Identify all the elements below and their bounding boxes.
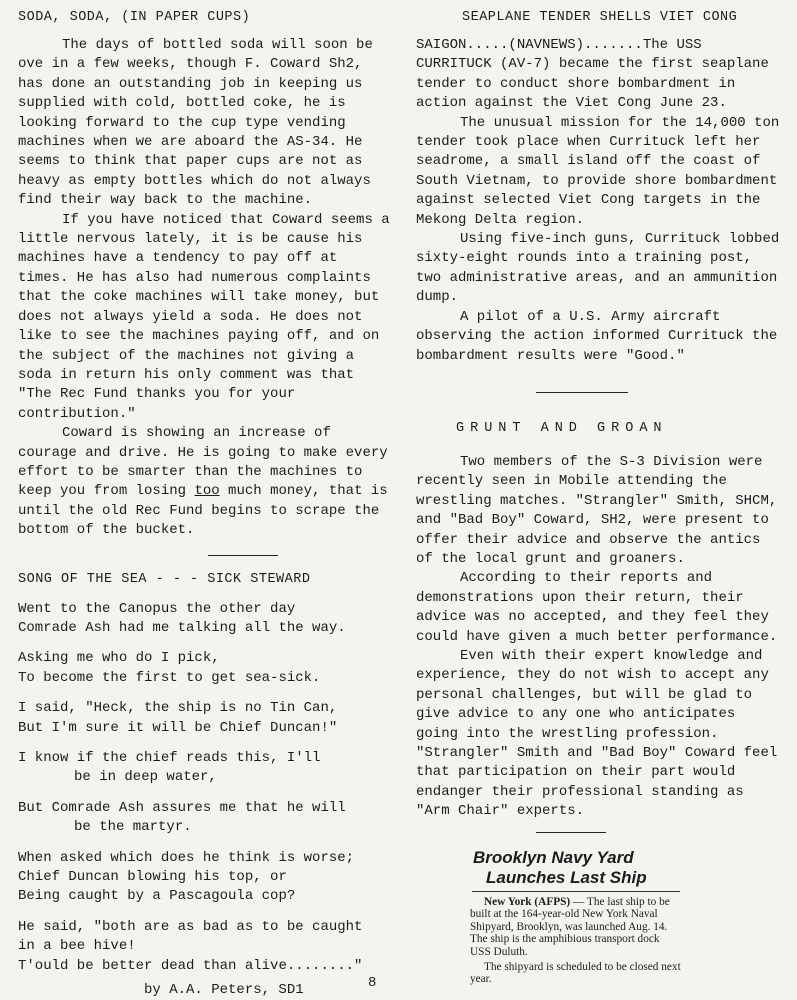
grunt-title: GRUNT AND GROAN [456, 420, 668, 436]
seaplane-headline: SEAPLANE TENDER SHELLS VIET CONG [462, 10, 738, 25]
grunt-paragraph-3: Even with their expert knowledge and experience, they do not wish to accept any personal challenges, but will be glad to give advice to any one who anticipates going into the wrestling profession. "Strangler" Smith and "Bad Boy" Coward feel that participation on their part would endanger their professional standing as "Arm Chair" experts. [416, 647, 778, 820]
poem-stanza-gap [18, 907, 396, 918]
poem-stanza-gap [18, 738, 396, 749]
poem-line: Being caught by a Pascagoula cop? [18, 888, 296, 905]
poem-stanza-gap [18, 788, 396, 799]
song-title: SONG OF THE SEA - - - SICK STEWARD [18, 571, 311, 587]
soda-headline: SODA, SODA, (IN PAPER CUPS) [18, 10, 251, 25]
left-column [18, 8, 396, 998]
poem-line: Went to the Canopus the other day [18, 600, 296, 617]
right-column [416, 8, 784, 833]
page-number: 8 [368, 975, 377, 991]
poem-line: I said, "Heck, the ship is no Tin Can, [18, 700, 338, 717]
poem-line: But Comrade Ash assures me that he will [18, 799, 346, 816]
seaplane-paragraph-1: SAIGON.....(NAVNEWS).......The USS CURRITUCK (AV-7) became the first seaplane tender to conduct shore bombardment in action against the Viet Cong June 23. [416, 37, 769, 112]
clipping-paragraph-1 [470, 896, 682, 958]
poem-line: be the martyr. [74, 819, 192, 836]
clipping-rule [472, 891, 680, 892]
poem-stanza-gap [18, 688, 396, 699]
song-byline: by A.A. Peters, SD1 [144, 982, 304, 999]
poem-stanza-gap [18, 838, 396, 849]
poem-line: be in deep water, [74, 769, 217, 786]
poem-line: Comrade Ash had me talking all the way. [18, 619, 346, 636]
poem-line: Chief Duncan blowing his top, or [18, 869, 287, 886]
seaplane-paragraph-2: The unusual mission for the 14,000 ton tender took place when Currituck left her seadrome, a small island off the coast of South Vietnam, to provide shore bombardment against selected Viet Cong targets in the Mekong Delta region. [416, 114, 780, 228]
soda-paragraph-2: If you have noticed that Coward seems a little nervous lately, it is be cause his machines have a tendency to pay off at times. He has also had numerous complaints that the coke machines will take money, but does not always yield a soda. He does not like to see the machines paying off, and on the subject of the machines not giving a soda in return his only comment was that "The Rec Fund thanks you for your contribution." [18, 211, 390, 422]
clipping-title-line-2: Launches Last Ship [486, 868, 647, 887]
poem-line: But I'm sure it will be Chief Duncan!" [18, 719, 338, 736]
grunt-paragraph-1: Two members of the S-3 Division were recently seen in Mobile attending the wrestling matches. "Strangler" Smith, SHCM, and "Bad Boy" Coward, SH2, were present to offer their advice and observe the antics of the local grunt and groaners. [416, 453, 778, 567]
poem-line: in a bee hive! [18, 938, 136, 955]
song-poem [18, 600, 396, 977]
poem-line: He said, "both are as bad as to be caught [18, 918, 363, 935]
poem-line: I know if the chief reads this, I'll [18, 750, 321, 766]
clipping-dateline: New York (AFPS) [484, 896, 571, 908]
clipping-paragraph-2: The shipyard is scheduled to be closed next year. [470, 961, 681, 986]
poem-stanza-gap [18, 638, 396, 649]
clipping-title-line-1: Brooklyn Navy Yard [473, 848, 634, 867]
soda-paragraph-1: The days of bottled soda will soon be ove in a few weeks, though F. Coward Sh2, has done an outstanding job in keeping us supplied with cold, bottled coke, he is looking forward to the cup type vending machines when we are aboard the AS-34. He seems to think that paper cups are not as heavy as empty bottles which do not always find their way back to the machine. [18, 37, 373, 209]
underlined-word: too [194, 483, 220, 500]
clipping-paragraph-1-text: — The last ship to be built at the 164-year-old New York Naval Shipyard, Brooklyn, was launched Aug. 14. The ship is the amphibious transport dock USS Duluth. [470, 896, 670, 958]
soda-paragraph-3-start: Coward is showing an increase of courage and drive. He is going to make every effort to be smarter than the machines to keep you from losing [18, 425, 388, 500]
seaplane-paragraph-3: Using five-inch guns, Currituck lobbed sixty-eight rounds into a training post, two administrative areas, and an ammunition dump. [416, 231, 780, 306]
poem-line: T'ould be better dead than alive........" [18, 957, 363, 974]
seaplane-paragraph-4: A pilot of a U.S. Army aircraft observing the action informed Currituck the bombardment results were "Good." [416, 308, 778, 364]
poem-line: To become the first to get sea-sick. [18, 669, 321, 686]
poem-line: Asking me who do I pick, [18, 650, 220, 667]
soda-paragraph-3-end: much money, that is until the old Rec Fund begins to scrape the bottom of the bucket. [18, 483, 388, 539]
grunt-paragraph-2: According to their reports and demonstrations upon their return, their advice was no accepted, and they feel they could have given a much better performance. [416, 570, 778, 645]
news-clipping [470, 848, 682, 986]
poem-line: When asked which does he think is worse; [18, 849, 355, 866]
section-divider-right-2 [536, 832, 606, 833]
soda-paragraph-3 [18, 424, 396, 540]
